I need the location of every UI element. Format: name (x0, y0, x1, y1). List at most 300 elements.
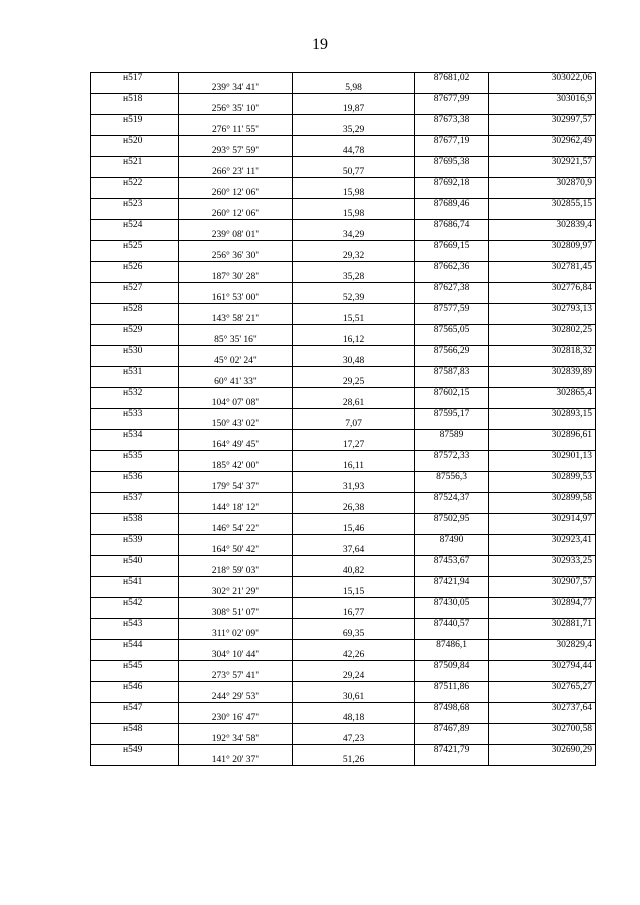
point-name: н523 (91, 199, 179, 210)
point-row (91, 577, 596, 588)
empty-cell (91, 356, 179, 367)
direction-angle: 185° 42' 00" (179, 461, 293, 472)
empty-cell (415, 314, 489, 325)
empty-cell (293, 73, 415, 84)
empty-cell (91, 209, 179, 220)
empty-cell (293, 136, 415, 147)
point-name: н522 (91, 178, 179, 189)
direction-angle: 164° 49' 45" (179, 440, 293, 451)
empty-cell (179, 409, 293, 420)
point-name: н535 (91, 451, 179, 462)
empty-cell (91, 230, 179, 241)
segment-length: 69,35 (293, 629, 415, 640)
point-name: н541 (91, 577, 179, 588)
empty-cell (489, 608, 596, 619)
empty-cell (415, 377, 489, 388)
empty-cell (415, 419, 489, 430)
point-name: н531 (91, 367, 179, 378)
empty-cell (489, 83, 596, 94)
empty-cell (415, 335, 489, 346)
empty-cell (489, 146, 596, 157)
segment-row (91, 608, 596, 619)
point-row (91, 220, 596, 231)
segment-row (91, 272, 596, 283)
point-x: 87502,95 (415, 514, 489, 525)
direction-angle: 218° 59' 03" (179, 566, 293, 577)
empty-cell (293, 682, 415, 693)
empty-cell (179, 241, 293, 252)
direction-angle: 239° 08' 01" (179, 230, 293, 241)
segment-row (91, 755, 596, 766)
point-y: 302914,97 (489, 514, 596, 525)
segment-row (91, 209, 596, 220)
page-number: 19 (312, 36, 328, 53)
empty-cell (489, 440, 596, 451)
empty-cell (415, 230, 489, 241)
point-row (91, 430, 596, 441)
empty-cell (179, 325, 293, 336)
empty-cell (293, 745, 415, 756)
segment-length: 15,98 (293, 188, 415, 199)
empty-cell (293, 472, 415, 483)
empty-cell (91, 272, 179, 283)
empty-cell (415, 482, 489, 493)
point-row (91, 136, 596, 147)
point-name: н517 (91, 73, 179, 84)
point-name: н547 (91, 703, 179, 714)
point-row (91, 262, 596, 273)
empty-cell (293, 598, 415, 609)
direction-angle: 104° 07' 08" (179, 398, 293, 409)
point-x: 87524,37 (415, 493, 489, 504)
empty-cell (179, 535, 293, 546)
empty-cell (489, 251, 596, 262)
empty-cell (489, 692, 596, 703)
point-y: 302921,57 (489, 157, 596, 168)
segment-length: 31,93 (293, 482, 415, 493)
point-name: н529 (91, 325, 179, 336)
point-name: н545 (91, 661, 179, 672)
direction-angle: 230° 16' 47" (179, 713, 293, 724)
empty-cell (293, 556, 415, 567)
point-y: 302794,44 (489, 661, 596, 672)
empty-cell (415, 398, 489, 409)
point-row (91, 304, 596, 315)
empty-cell (415, 356, 489, 367)
empty-cell (91, 293, 179, 304)
empty-cell (91, 755, 179, 766)
point-row (91, 661, 596, 672)
segment-row (91, 713, 596, 724)
point-row (91, 241, 596, 252)
empty-cell (489, 671, 596, 682)
empty-cell (489, 335, 596, 346)
segment-length: 34,29 (293, 230, 415, 241)
empty-cell (415, 251, 489, 262)
direction-angle: 60° 41' 33" (179, 377, 293, 388)
point-x: 87509,84 (415, 661, 489, 672)
empty-cell (91, 398, 179, 409)
empty-cell (489, 188, 596, 199)
empty-cell (91, 314, 179, 325)
point-row (91, 535, 596, 546)
segment-length: 16,12 (293, 335, 415, 346)
point-y: 302776,84 (489, 283, 596, 294)
empty-cell (293, 577, 415, 588)
empty-cell (179, 724, 293, 735)
segment-length: 29,24 (293, 671, 415, 682)
empty-cell (489, 314, 596, 325)
empty-cell (91, 188, 179, 199)
segment-length: 29,25 (293, 377, 415, 388)
point-y: 302839,4 (489, 220, 596, 231)
point-name: н543 (91, 619, 179, 630)
segment-row (91, 461, 596, 472)
empty-cell (293, 262, 415, 273)
point-name: н519 (91, 115, 179, 126)
empty-cell (415, 713, 489, 724)
point-row (91, 640, 596, 651)
point-x: 87430,05 (415, 598, 489, 609)
empty-cell (489, 503, 596, 514)
empty-cell (293, 241, 415, 252)
point-name: н527 (91, 283, 179, 294)
empty-cell (179, 556, 293, 567)
point-name: н521 (91, 157, 179, 168)
point-row (91, 367, 596, 378)
point-name: н538 (91, 514, 179, 525)
empty-cell (91, 125, 179, 136)
empty-cell (489, 587, 596, 598)
empty-cell (91, 461, 179, 472)
point-name: н530 (91, 346, 179, 357)
point-x: 87498,68 (415, 703, 489, 714)
point-row (91, 115, 596, 126)
empty-cell (179, 682, 293, 693)
direction-angle: 141° 20' 37" (179, 755, 293, 766)
point-x: 87577,59 (415, 304, 489, 315)
point-name: н544 (91, 640, 179, 651)
point-x: 87595,17 (415, 409, 489, 420)
empty-cell (91, 608, 179, 619)
coordinates-table (90, 72, 596, 766)
point-x: 87669,15 (415, 241, 489, 252)
direction-angle: 45° 02' 24" (179, 356, 293, 367)
point-y: 302855,15 (489, 199, 596, 210)
empty-cell (415, 608, 489, 619)
empty-cell (489, 356, 596, 367)
empty-cell (489, 230, 596, 241)
segment-row (91, 440, 596, 451)
direction-angle: 256° 36' 30" (179, 251, 293, 262)
empty-cell (415, 146, 489, 157)
empty-cell (489, 461, 596, 472)
point-y: 302893,15 (489, 409, 596, 420)
segment-length: 15,51 (293, 314, 415, 325)
point-y: 302829,4 (489, 640, 596, 651)
segment-row (91, 125, 596, 136)
direction-angle: 161° 53' 00" (179, 293, 293, 304)
point-name: н536 (91, 472, 179, 483)
segment-length: 40,82 (293, 566, 415, 577)
empty-cell (179, 430, 293, 441)
segment-length: 15,46 (293, 524, 415, 535)
segment-length: 28,61 (293, 398, 415, 409)
empty-cell (489, 398, 596, 409)
point-name: н546 (91, 682, 179, 693)
empty-cell (179, 157, 293, 168)
point-y: 302923,41 (489, 535, 596, 546)
empty-cell (415, 692, 489, 703)
point-name: н528 (91, 304, 179, 315)
point-x: 87572,33 (415, 451, 489, 462)
segment-row (91, 692, 596, 703)
empty-cell (179, 262, 293, 273)
segment-row (91, 377, 596, 388)
segment-row (91, 251, 596, 262)
empty-cell (415, 650, 489, 661)
empty-cell (489, 272, 596, 283)
point-x: 87421,94 (415, 577, 489, 588)
segment-row (91, 188, 596, 199)
empty-cell (179, 367, 293, 378)
direction-angle: 293° 57' 59" (179, 146, 293, 157)
empty-cell (415, 83, 489, 94)
segment-row (91, 335, 596, 346)
point-x: 87490 (415, 535, 489, 546)
point-name: н542 (91, 598, 179, 609)
direction-angle: 192° 34' 58" (179, 734, 293, 745)
direction-angle: 256° 35' 10" (179, 104, 293, 115)
point-x: 87486,1 (415, 640, 489, 651)
segment-length: 5,98 (293, 83, 415, 94)
empty-cell (415, 104, 489, 115)
direction-angle: 304° 10' 44" (179, 650, 293, 661)
point-x: 87681,02 (415, 73, 489, 84)
point-name: н533 (91, 409, 179, 420)
segment-row (91, 104, 596, 115)
segment-row (91, 503, 596, 514)
point-row (91, 346, 596, 357)
segment-row (91, 230, 596, 241)
point-y: 302894,77 (489, 598, 596, 609)
segment-row (91, 293, 596, 304)
empty-cell (415, 125, 489, 136)
point-row (91, 94, 596, 105)
point-x: 87677,99 (415, 94, 489, 105)
empty-cell (293, 220, 415, 231)
empty-cell (293, 304, 415, 315)
point-x: 87689,46 (415, 199, 489, 210)
empty-cell (293, 367, 415, 378)
empty-cell (293, 640, 415, 651)
empty-cell (293, 325, 415, 336)
empty-cell (91, 587, 179, 598)
empty-cell (179, 94, 293, 105)
point-row (91, 619, 596, 630)
direction-angle: 302° 21' 29" (179, 587, 293, 598)
point-y: 302802,25 (489, 325, 596, 336)
point-x: 87453,67 (415, 556, 489, 567)
empty-cell (91, 650, 179, 661)
direction-angle: 239° 34' 41" (179, 83, 293, 94)
point-row (91, 283, 596, 294)
empty-cell (293, 346, 415, 357)
point-x: 87627,38 (415, 283, 489, 294)
empty-cell (179, 220, 293, 231)
empty-cell (179, 304, 293, 315)
empty-cell (293, 115, 415, 126)
empty-cell (293, 451, 415, 462)
point-row (91, 745, 596, 756)
empty-cell (91, 419, 179, 430)
empty-cell (489, 482, 596, 493)
point-name: н549 (91, 745, 179, 756)
empty-cell (91, 83, 179, 94)
empty-cell (91, 734, 179, 745)
point-row (91, 598, 596, 609)
point-y: 302737,64 (489, 703, 596, 714)
segment-length: 35,29 (293, 125, 415, 136)
segment-row (91, 146, 596, 157)
segment-length: 50,77 (293, 167, 415, 178)
empty-cell (91, 482, 179, 493)
empty-cell (293, 619, 415, 630)
empty-cell (179, 451, 293, 462)
point-x: 87692,18 (415, 178, 489, 189)
empty-cell (415, 440, 489, 451)
point-x: 87677,19 (415, 136, 489, 147)
empty-cell (489, 629, 596, 640)
empty-cell (179, 73, 293, 84)
point-row (91, 472, 596, 483)
empty-cell (293, 661, 415, 672)
point-y: 302896,61 (489, 430, 596, 441)
empty-cell (179, 745, 293, 756)
segment-length: 48,18 (293, 713, 415, 724)
segment-row (91, 83, 596, 94)
empty-cell (179, 115, 293, 126)
direction-angle: 146° 54' 22" (179, 524, 293, 535)
empty-cell (91, 335, 179, 346)
empty-cell (415, 503, 489, 514)
point-y: 303016,9 (489, 94, 596, 105)
point-name: н520 (91, 136, 179, 147)
point-row (91, 325, 596, 336)
empty-cell (293, 409, 415, 420)
point-x: 87467,89 (415, 724, 489, 735)
empty-cell (415, 167, 489, 178)
empty-cell (415, 545, 489, 556)
empty-cell (179, 346, 293, 357)
direction-angle: 308° 51' 07" (179, 608, 293, 619)
segment-row (91, 650, 596, 661)
segment-row (91, 545, 596, 556)
empty-cell (293, 430, 415, 441)
segment-row (91, 398, 596, 409)
direction-angle: 150° 43' 02" (179, 419, 293, 430)
segment-length: 29,32 (293, 251, 415, 262)
segment-row (91, 356, 596, 367)
segment-length: 7,07 (293, 419, 415, 430)
empty-cell (415, 587, 489, 598)
empty-cell (91, 629, 179, 640)
empty-cell (179, 493, 293, 504)
point-row (91, 514, 596, 525)
direction-angle: 144° 18' 12" (179, 503, 293, 514)
point-row (91, 682, 596, 693)
segment-length: 17,27 (293, 440, 415, 451)
segment-length: 26,38 (293, 503, 415, 514)
point-y: 302870,9 (489, 178, 596, 189)
segment-length: 37,64 (293, 545, 415, 556)
point-x: 87565,05 (415, 325, 489, 336)
point-x: 87587,83 (415, 367, 489, 378)
point-y: 302899,53 (489, 472, 596, 483)
direction-angle: 179° 54' 37" (179, 482, 293, 493)
direction-angle: 273° 57' 41" (179, 671, 293, 682)
empty-cell (179, 661, 293, 672)
segment-length: 47,23 (293, 734, 415, 745)
empty-cell (415, 671, 489, 682)
point-x: 87673,38 (415, 115, 489, 126)
point-row (91, 703, 596, 714)
point-name: н548 (91, 724, 179, 735)
segment-row (91, 482, 596, 493)
point-x: 87695,38 (415, 157, 489, 168)
empty-cell (293, 493, 415, 504)
segment-row (91, 167, 596, 178)
empty-cell (179, 472, 293, 483)
point-y: 302997,57 (489, 115, 596, 126)
empty-cell (415, 566, 489, 577)
empty-cell (415, 188, 489, 199)
empty-cell (415, 209, 489, 220)
empty-cell (179, 514, 293, 525)
empty-cell (489, 566, 596, 577)
empty-cell (91, 713, 179, 724)
point-y: 302818,32 (489, 346, 596, 357)
empty-cell (179, 199, 293, 210)
empty-cell (179, 598, 293, 609)
point-name: н518 (91, 94, 179, 105)
point-x: 87566,29 (415, 346, 489, 357)
point-y: 302933,25 (489, 556, 596, 567)
point-x: 87421,79 (415, 745, 489, 756)
point-row (91, 493, 596, 504)
empty-cell (91, 167, 179, 178)
empty-cell (293, 94, 415, 105)
empty-cell (91, 146, 179, 157)
empty-cell (91, 104, 179, 115)
segment-length: 15,15 (293, 587, 415, 598)
empty-cell (179, 703, 293, 714)
empty-cell (91, 440, 179, 451)
point-x: 87440,57 (415, 619, 489, 630)
point-y: 302700,58 (489, 724, 596, 735)
point-x: 87511,86 (415, 682, 489, 693)
empty-cell (489, 125, 596, 136)
empty-cell (489, 524, 596, 535)
point-y: 302881,71 (489, 619, 596, 630)
segment-row (91, 629, 596, 640)
point-y: 302865,4 (489, 388, 596, 399)
empty-cell (489, 650, 596, 661)
empty-cell (415, 272, 489, 283)
empty-cell (415, 734, 489, 745)
empty-cell (415, 629, 489, 640)
direction-angle: 143° 58' 21" (179, 314, 293, 325)
